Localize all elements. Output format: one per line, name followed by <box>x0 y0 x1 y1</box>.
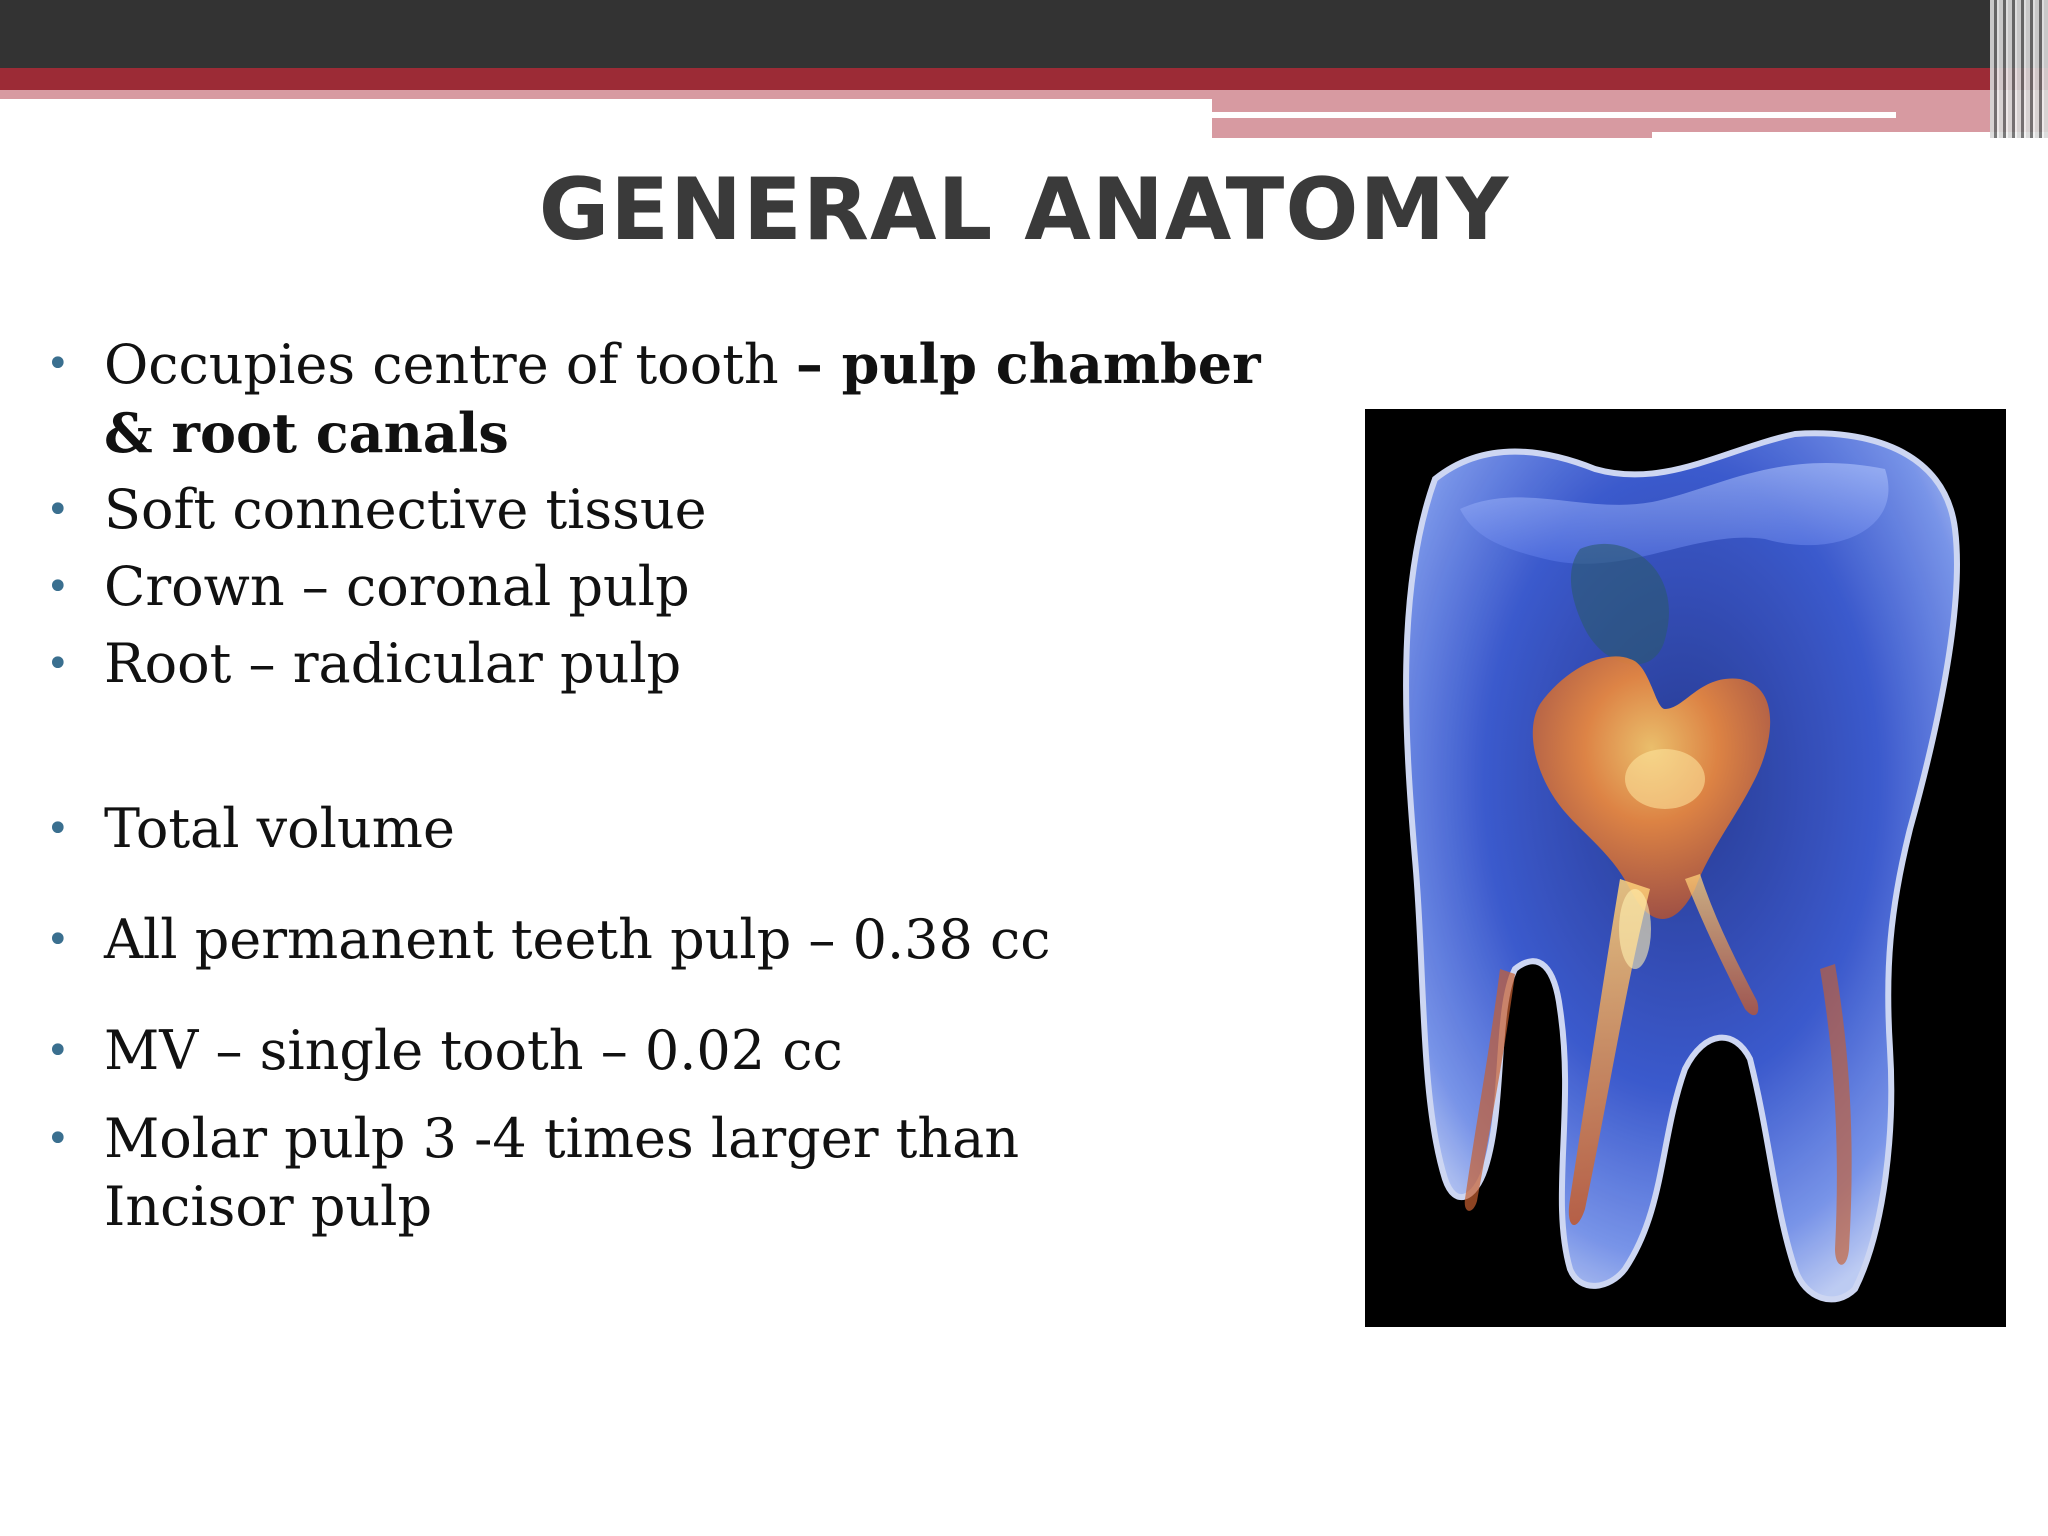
bullet-list <box>44 330 1304 1241</box>
bullet-dot-icon: • <box>46 641 70 687</box>
bullet-text: Molar pulp 3 -4 times larger than Incisor pulp <box>104 1107 1020 1238</box>
bullet-text: Total volume <box>104 797 455 860</box>
bullet-dot-icon: • <box>46 1116 70 1162</box>
header-white-line-lower <box>1652 132 2048 138</box>
bullet-item <box>44 630 1304 698</box>
bullet-text: MV – single tooth – 0.02 cc <box>104 1019 843 1082</box>
bullet-item <box>44 553 1304 621</box>
header-band-red <box>0 68 2048 90</box>
bullet-text: Occupies centre of tooth <box>104 333 796 396</box>
bullet-text: Soft connective tissue <box>104 478 707 541</box>
bullet-dot-icon: • <box>46 341 70 387</box>
bullet-item <box>44 1105 1064 1241</box>
bullet-dot-icon: • <box>46 917 70 963</box>
bullet-item <box>44 476 1304 544</box>
bullet-dot-icon: • <box>46 806 70 852</box>
header-stripes <box>1990 0 2048 138</box>
header-band-pink-left <box>0 90 1212 99</box>
bullet-dot-icon: • <box>46 1028 70 1074</box>
bullet-text: All permanent teeth pulp – 0.38 cc <box>104 908 1051 971</box>
bullet-text-strong: – pulp chamber & root canals <box>104 332 1261 465</box>
bullet-item <box>44 906 1304 974</box>
bullet-text: Crown – coronal pulp <box>104 555 690 618</box>
bullet-dot-icon: • <box>46 487 70 533</box>
bullet-dot-icon: • <box>46 564 70 610</box>
header-band-dark <box>0 0 2048 68</box>
bullet-item <box>44 330 1304 468</box>
header-white-line <box>1212 112 1896 118</box>
bullet-text: Root – radicular pulp <box>104 632 682 695</box>
tooth-image <box>1365 409 2006 1327</box>
slide-title: GENERAL ANATOMY <box>538 160 1510 260</box>
molar-tooth-illustration <box>1365 409 2006 1327</box>
bullet-item <box>44 795 1304 863</box>
bullet-item <box>44 1017 1304 1085</box>
